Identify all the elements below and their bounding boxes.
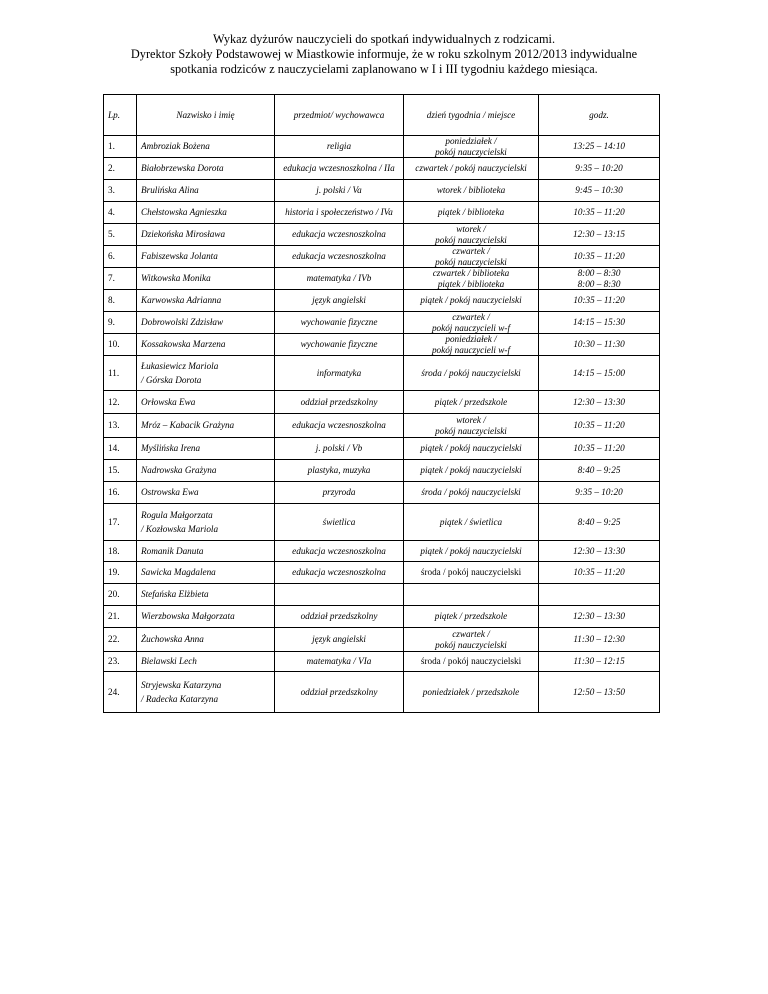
row-name: Dobrowolski Zdzisław <box>137 312 275 334</box>
row-lp: 22. <box>104 628 137 652</box>
row-subject: j. polski / Va <box>275 180 404 202</box>
row-time: 12:30 – 13:30 <box>539 541 660 562</box>
row-subject: plastyka, muzyka <box>275 460 404 482</box>
row-name: Sawicka Magdalena <box>137 562 275 584</box>
table-row <box>104 482 660 504</box>
row-lp: 4. <box>104 202 137 224</box>
row-day: środa / pokój nauczycielski <box>404 356 539 391</box>
header-line-3: spotkania rodziców z nauczycielami zaplanowano w I i III tygodniu każdego miesiąca. <box>170 62 598 76</box>
row-day-line: pokój nauczycielski <box>435 256 507 267</box>
row-day-line: wtorek / <box>456 224 486 234</box>
table-row <box>104 158 660 180</box>
row-day: piątek / pokój nauczycielski <box>404 541 539 562</box>
row-time <box>539 584 660 606</box>
table-header-row <box>104 95 660 136</box>
row-lp: 15. <box>104 460 137 482</box>
row-lp: 9. <box>104 312 137 334</box>
row-lp: 17. <box>104 504 137 541</box>
row-lp: 2. <box>104 158 137 180</box>
row-time <box>539 268 660 290</box>
row-name: Bielawski Lech <box>137 652 275 672</box>
row-time: 11:30 – 12:30 <box>539 628 660 652</box>
row-time: 12:30 – 13:30 <box>539 606 660 628</box>
row-subject: oddział przedszkolny <box>275 391 404 414</box>
row-name: Białobrzewska Dorota <box>137 158 275 180</box>
row-lp: 3. <box>104 180 137 202</box>
row-name: Witkowska Monika <box>137 268 275 290</box>
table-row <box>104 504 660 541</box>
row-subject: edukacja wczesnoszkolna <box>275 414 404 438</box>
row-day: piątek / przedszkole <box>404 391 539 414</box>
row-time: 14:15 – 15:00 <box>539 356 660 391</box>
row-subject: świetlica <box>275 504 404 541</box>
column-header-day: dzień tygodnia / miejsce <box>404 95 539 136</box>
row-day <box>404 268 539 290</box>
row-name: Kossakowska Marzena <box>137 334 275 356</box>
row-name: Chełstowska Agnieszka <box>137 202 275 224</box>
row-subject: przyroda <box>275 482 404 504</box>
row-time-line: 8:00 – 8:30 <box>577 268 621 278</box>
duty-table <box>103 94 660 713</box>
row-name-line: / Radecka Katarzyna <box>141 693 219 704</box>
table-row <box>104 246 660 268</box>
row-subject: język angielski <box>275 628 404 652</box>
row-name: Stefańska Elżbieta <box>137 584 275 606</box>
row-name-line: Łukasiewicz Mariola <box>141 361 219 371</box>
row-name <box>137 672 275 713</box>
row-time: 10:35 – 11:20 <box>539 414 660 438</box>
table-row <box>104 391 660 414</box>
header-line-1: Wykaz dyżurów nauczycieli do spotkań indywidualnych z rodzicami. <box>212 32 556 46</box>
row-day <box>404 136 539 158</box>
row-subject: matematyka / IVb <box>275 268 404 290</box>
row-time: 9:35 – 10:20 <box>539 158 660 180</box>
row-day <box>404 246 539 268</box>
table-row <box>104 136 660 158</box>
column-header-subject: przedmiot/ wychowawca <box>275 95 404 136</box>
row-day-line: piątek / biblioteka <box>437 278 505 289</box>
row-name: Dziekońska Mirosława <box>137 224 275 246</box>
header-line-2: Dyrektor Szkoły Podstawowej w Miastkowie informuje, że w roku szkolnym 2012/2013 indywidualne <box>130 47 638 61</box>
row-lp: 11. <box>104 356 137 391</box>
row-subject: wychowanie fizyczne <box>275 312 404 334</box>
row-name: Karwowska Adrianna <box>137 290 275 312</box>
row-day-line: pokój nauczycielski <box>435 425 507 436</box>
row-name: Myślińska Irena <box>137 438 275 460</box>
row-day-line: pokój nauczycielski <box>435 146 507 157</box>
row-lp: 6. <box>104 246 137 268</box>
column-header-name: Nazwisko i imię <box>137 95 275 136</box>
row-day: piątek / pokój nauczycielski <box>404 438 539 460</box>
table-row <box>104 224 660 246</box>
row-name: Wierzbowska Małgorzata <box>137 606 275 628</box>
row-subject: j. polski / Vb <box>275 438 404 460</box>
table-row <box>104 414 660 438</box>
table-row <box>104 290 660 312</box>
row-subject: edukacja wczesnoszkolna <box>275 224 404 246</box>
row-day-line: poniedziałek / <box>445 136 497 146</box>
row-name: Ambroziak Bożena <box>137 136 275 158</box>
row-name-line: / Kozłowska Mariola <box>141 523 219 534</box>
table-row <box>104 606 660 628</box>
row-day <box>404 584 539 606</box>
row-day-line: poniedziałek / <box>445 334 497 344</box>
row-time: 8:40 – 9:25 <box>539 460 660 482</box>
row-subject: język angielski <box>275 290 404 312</box>
row-lp: 1. <box>104 136 137 158</box>
table-row <box>104 541 660 562</box>
row-lp: 13. <box>104 414 137 438</box>
row-time: 9:35 – 10:20 <box>539 482 660 504</box>
row-subject: oddział przedszkolny <box>275 606 404 628</box>
row-subject: wychowanie fizyczne <box>275 334 404 356</box>
row-lp: 5. <box>104 224 137 246</box>
table-row <box>104 652 660 672</box>
row-lp: 16. <box>104 482 137 504</box>
row-day: piątek / świetlica <box>404 504 539 541</box>
row-day-line: wtorek / <box>456 415 486 425</box>
table-row <box>104 438 660 460</box>
row-name <box>137 504 275 541</box>
row-lp: 18. <box>104 541 137 562</box>
row-lp: 14. <box>104 438 137 460</box>
table-row <box>104 562 660 584</box>
row-day-line: pokój nauczycielski <box>435 639 507 650</box>
row-day <box>404 628 539 652</box>
row-subject: historia i społeczeństwo / IVa <box>275 202 404 224</box>
row-day: środa / pokój nauczycielski <box>404 652 539 672</box>
row-time: 10:30 – 11:30 <box>539 334 660 356</box>
row-day-line: pokój nauczycieli w-f <box>431 344 511 355</box>
row-day-line: czwartek / <box>452 246 490 256</box>
row-name: Orłowska Ewa <box>137 391 275 414</box>
row-time: 10:35 – 11:20 <box>539 438 660 460</box>
table-row <box>104 268 660 290</box>
row-day: poniedziałek / przedszkole <box>404 672 539 713</box>
row-subject: oddział przedszkolny <box>275 672 404 713</box>
row-day: piątek / pokój nauczycielski <box>404 290 539 312</box>
row-lp: 24. <box>104 672 137 713</box>
row-name: Mróz – Kabacik Grażyna <box>137 414 275 438</box>
row-time: 10:35 – 11:20 <box>539 202 660 224</box>
row-name <box>137 356 275 391</box>
row-time: 10:35 – 11:20 <box>539 562 660 584</box>
row-day-line: pokój nauczycieli w-f <box>431 322 511 333</box>
row-subject: informatyka <box>275 356 404 391</box>
row-time: 14:15 – 15:30 <box>539 312 660 334</box>
row-time: 12:30 – 13:30 <box>539 391 660 414</box>
row-day: środa / pokój nauczycielski <box>404 562 539 584</box>
table-row <box>104 628 660 652</box>
row-name: Romanik Danuta <box>137 541 275 562</box>
row-time: 10:35 – 11:20 <box>539 290 660 312</box>
row-subject: matematyka / VIa <box>275 652 404 672</box>
row-name: Fabiszewska Jolanta <box>137 246 275 268</box>
row-day: wtorek / biblioteka <box>404 180 539 202</box>
row-time: 12:30 – 13:15 <box>539 224 660 246</box>
row-name: Nadrowska Grażyna <box>137 460 275 482</box>
row-lp: 21. <box>104 606 137 628</box>
row-name-line: / Górska Dorota <box>141 374 202 385</box>
row-day: piątek / biblioteka <box>404 202 539 224</box>
row-time: 12:50 – 13:50 <box>539 672 660 713</box>
row-subject <box>275 584 404 606</box>
row-subject: edukacja wczesnoszkolna <box>275 541 404 562</box>
row-day-line: czwartek / <box>452 629 490 639</box>
row-name-line: Rogula Małgorzata <box>141 510 213 520</box>
row-subject: edukacja wczesnoszkolna / IIa <box>275 158 404 180</box>
row-name-line: Stryjewska Katarzyna <box>141 680 222 690</box>
table-row <box>104 672 660 713</box>
table-row <box>104 180 660 202</box>
row-lp: 19. <box>104 562 137 584</box>
row-time: 10:35 – 11:20 <box>539 246 660 268</box>
row-lp: 7. <box>104 268 137 290</box>
row-time-line: 8:00 – 8:30 <box>577 278 621 289</box>
table-row <box>104 460 660 482</box>
row-day <box>404 414 539 438</box>
row-time: 13:25 – 14:10 <box>539 136 660 158</box>
row-day <box>404 312 539 334</box>
row-lp: 10. <box>104 334 137 356</box>
row-day-line: pokój nauczycielski <box>435 234 507 245</box>
row-lp: 8. <box>104 290 137 312</box>
table-row <box>104 356 660 391</box>
row-day: piątek / pokój nauczycielski <box>404 460 539 482</box>
table-row <box>104 334 660 356</box>
table-row <box>104 202 660 224</box>
row-time: 8:40 – 9:25 <box>539 504 660 541</box>
row-day: piątek / przedszkole <box>404 606 539 628</box>
column-header-time: godz. <box>539 95 660 136</box>
row-day: środa / pokój nauczycielski <box>404 482 539 504</box>
row-lp: 20. <box>104 584 137 606</box>
row-name: Brulińska Alina <box>137 180 275 202</box>
row-day: czwartek / pokój nauczycielski <box>404 158 539 180</box>
table-row <box>104 584 660 606</box>
row-day-line: czwartek / biblioteka <box>432 268 510 278</box>
row-subject: edukacja wczesnoszkolna <box>275 246 404 268</box>
table-row <box>104 312 660 334</box>
document-header <box>60 32 708 77</box>
row-name: Ostrowska Ewa <box>137 482 275 504</box>
row-day <box>404 334 539 356</box>
row-day <box>404 224 539 246</box>
row-subject: religia <box>275 136 404 158</box>
row-time: 9:45 – 10:30 <box>539 180 660 202</box>
row-day-line: czwartek / <box>452 312 490 322</box>
row-time: 11:30 – 12:15 <box>539 652 660 672</box>
row-subject: edukacja wczesnoszkolna <box>275 562 404 584</box>
row-lp: 12. <box>104 391 137 414</box>
row-lp: 23. <box>104 652 137 672</box>
column-header-lp: Lp. <box>104 95 137 136</box>
row-name: Żuchowska Anna <box>137 628 275 652</box>
